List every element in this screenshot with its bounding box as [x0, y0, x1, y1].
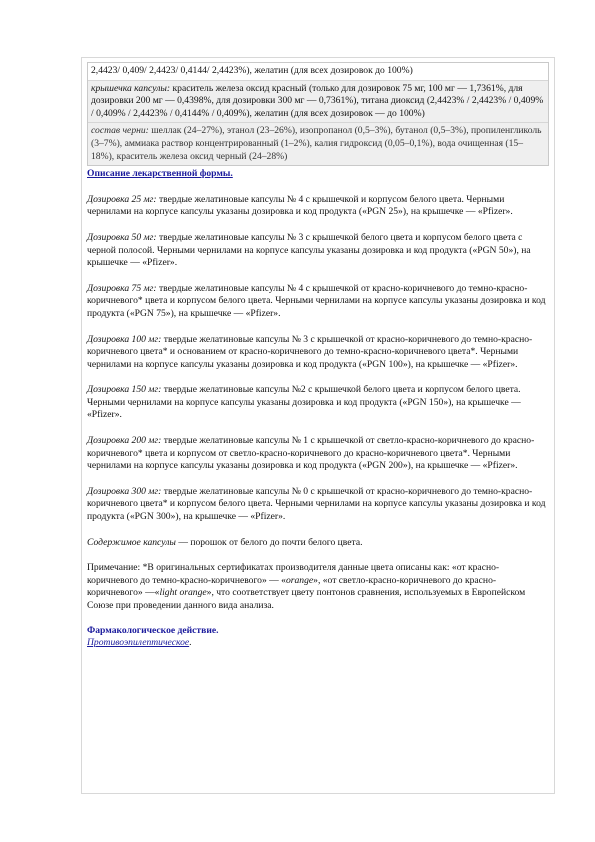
dosage-paragraph [87, 194, 549, 219]
dosage-text: твердые желатиновые капсулы № 4 с крышечкой и корпусом белого цвета. Черными чернилами на корпусе капсулы указаны дозировка и код продукта («PGN 25»), на крышечке — «Pfizer». [87, 193, 513, 218]
dosage-text: твердые желатиновые капсулы № 1 с крышечкой от светло-красно-коричневого до красно-коричневого* цвета и корпусом от светло-красно-коричневого до красно-коричневого цвета*. Черными чернилами на корпусе капсулы указаны дозировка и код продукта («PGN 200»), на крышечке — «Pfizer». [87, 435, 535, 472]
dosage-paragraph [87, 334, 549, 372]
dosage-text: твердые желатиновые капсулы № 3 с крышечкой от красно-коричневого до темно-красно-коричневого цвета* и основанием от красно-коричневого до темно-красно-коричневого цвета*. Черными чернилами на корпусе капсулы указаны дозировка и код продукта («PGN 100»), на крышечке — «Pfizer». [87, 333, 533, 370]
note-paragraph [87, 562, 549, 612]
dosage-label: Дозировка 300 мг: [87, 485, 162, 497]
table-row [88, 63, 548, 81]
note-middle: », «от светло-красно-коричневого до красно-коричневого» —« [87, 574, 497, 599]
dosage-label: Дозировка 75 мг: [87, 282, 157, 294]
dosage-label: Дозировка 200 мг: [87, 435, 162, 447]
dosage-label: Дозировка 25 мг: [87, 193, 157, 205]
dosage-label: Дозировка 50 мг: [87, 231, 157, 243]
table-cell-text: 2,4423/ 0,409/ 2,4423/ 0,4144/ 2,4423%), желатин (для всех дозировок до 100%) [91, 65, 413, 76]
capsule-cap-label: крышечка капсулы: [91, 82, 171, 94]
dosage-label: Дозировка 150 мг: [87, 384, 162, 396]
dosage-paragraph [87, 435, 549, 473]
dosage-text: твердые желатиновые капсулы №2 с крышечкой белого цвета и корпусом белого цвета. Черными чернилами на корпусе капсулы указаны дозировка и код продукта («PGN 150»), на крышечке — «Pfizer». [87, 384, 521, 421]
dosage-paragraph [87, 486, 549, 524]
dosage-paragraph [87, 283, 549, 321]
pharmacological-action-line [87, 637, 549, 650]
note-term-light-orange: light orange [159, 587, 207, 599]
antiepileptic-link[interactable]: Противоэпилептическое [87, 637, 190, 649]
contents-text: — порошок от белого до почти белого цвета. [175, 536, 363, 548]
dosage-text: твердые желатиновые капсулы № 4 с крышечкой от красно-коричневого до темно-красно-коричневого* цвета и корпусом белого цвета. Черными чернилами на корпусе капсулы указаны дозировка и код продукта («PGN 75»), на крышечке — «Pfizer». [87, 282, 546, 319]
description-heading: Описание лекарственной формы. [87, 168, 233, 180]
pharmacological-action-heading: Фармакологическое действие. [87, 624, 219, 636]
dosage-paragraph [87, 232, 549, 270]
contents-label: Содержимое капсулы [87, 536, 176, 548]
table-row [88, 123, 548, 165]
dosage-label: Дозировка 100 мг: [87, 333, 162, 345]
table-cell-text: шеллак (24–27%), этанол (23–26%), изопропанол (0,5–3%), бутанол (0,5–3%), пропиленгликоль (3–7%), аммиака раствор концентрированный (1–2%), калия гидроксид (0,05–0,1%), вода очищенная (15–18%), краситель железа оксид черный (24–28%) [91, 125, 542, 162]
table-cell-text: краситель железа оксид красный (только для дозировок 75 мг, 100 мг — 1,7361%, для дозировки 200 мг — 0,4398%, для дозировки 300 мг — 0,7361%), титана диоксид (2,4423% / 2,4423% / 0,409% / 0,409% / 2,4423% / 0,4144% / 0,409%), желатин (для всех дозировок — до 100%) [91, 82, 544, 119]
document-page [81, 57, 555, 794]
dosage-paragraph [87, 384, 549, 422]
document-content [87, 62, 549, 650]
ink-composition-label: состав черни: [91, 125, 149, 137]
composition-table [87, 62, 549, 166]
note-prefix: Примечание: *В оригинальных сертификатах производителя данные цвета описаны как: «от красно-коричневого до темно-красно-коричневого» — « [87, 562, 500, 586]
note-suffix: », что соответствует цвету понтонов сравнения, используемых в Европейском Союзе при проведении данного вида анализа. [87, 587, 526, 611]
table-row [88, 81, 548, 124]
dosage-text: твердые желатиновые капсулы № 3 с крышечкой белого цвета и корпусом белого цвета с черной полосой. Черными чернилами на корпусе капсулы указаны дозировка и код продукта («PGN 50»), на крышечке — «Pfizer». [87, 231, 531, 269]
contents-paragraph [87, 537, 549, 550]
dosage-text: твердые желатиновые капсулы № 0 с крышечкой от красно-коричневого до темно-красно-коричневого цвета* и корпусом белого цвета. Черными чернилами на корпусе капсулы указаны дозировка и код продукта («PGN 300»), на крышечке — «Pfizer». [87, 485, 546, 523]
link-suffix: . [189, 637, 192, 649]
note-term-orange: orange [285, 574, 314, 586]
